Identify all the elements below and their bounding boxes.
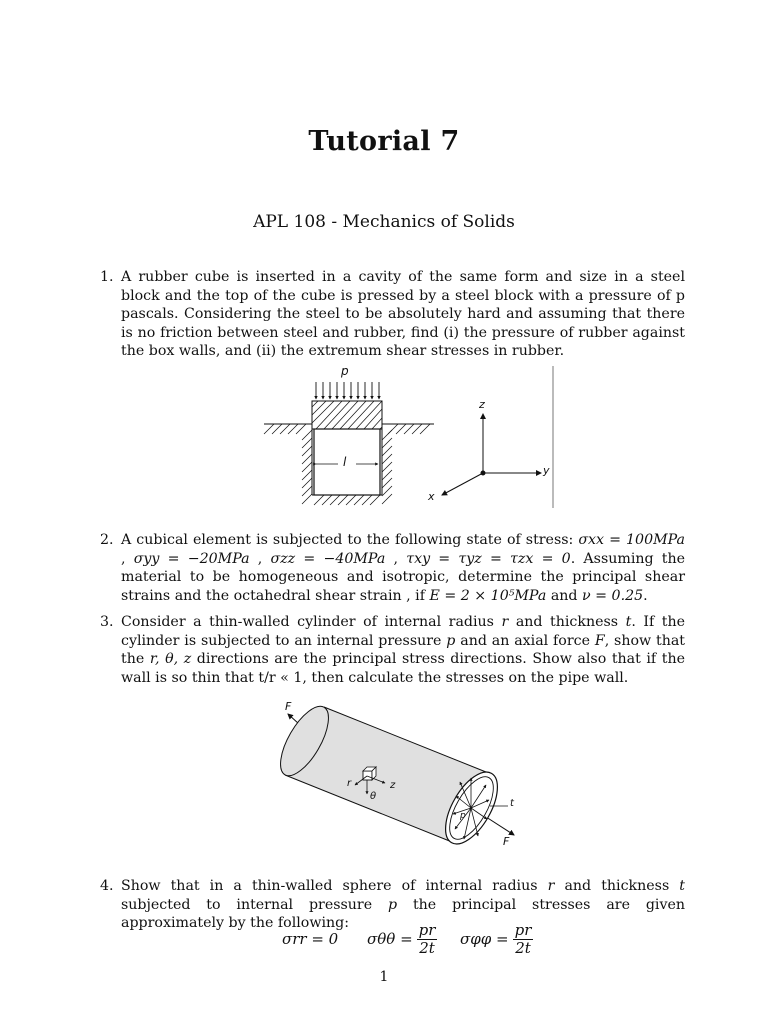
question-3 xyxy=(100,613,685,687)
rubber-cube-figure xyxy=(258,362,558,516)
theta-label: θ xyxy=(370,791,377,802)
document-title: Tutorial 7 xyxy=(308,126,460,157)
equation-theta: σθθ = $\frac{pr}{2t}$ xyxy=(367,920,436,957)
equation-phi: σφφ = $\frac{pr}{2t}$ xyxy=(460,920,532,957)
z-axis-label: z xyxy=(479,398,485,411)
question-number: 1. xyxy=(100,269,114,285)
force-label-bottom: F xyxy=(503,835,510,848)
cylinder-figure xyxy=(268,698,528,852)
question-1 xyxy=(100,268,685,361)
question-2 xyxy=(100,531,685,605)
question-text: A rubber cube is inserted in a cavity of the same form and size in a steel block and the top of the cube is pressed by a steel block with a pressure of p pascals. Considering the steel to be absolutely hard and assuming that there is no friction between steel and rubber, find (i) the pressure of rubber against the box walls, and (ii) the extremum shear stresses in rubber. xyxy=(121,269,685,359)
question-text: Show that in a thin-walled sphere of internal radius r and thickness t subjected to internal pressure p the principal stresses are given approximately by the following: xyxy=(121,878,686,931)
question-number: 4. xyxy=(100,878,114,894)
thickness-label: t xyxy=(510,798,514,809)
y-axis-label: y xyxy=(543,464,550,477)
force-label-top: F xyxy=(285,700,292,713)
pressure-label: p xyxy=(341,364,349,378)
equation-rr: σrr = 0 xyxy=(282,930,339,948)
course-subtitle: APL 108 - Mechanics of Solids xyxy=(253,212,515,232)
question-text: Consider a thin-walled cylinder of internal radius r and thickness t. If the cylinder is subjected to an internal pressure p and an axial force F, show that the r, θ, z directions are the principal stress directions. Show also that if the wall is so thin that t/r « 1, then calculate the stresses on the pipe wall. xyxy=(121,614,685,686)
pressure-label: p xyxy=(460,811,466,821)
question-number: 3. xyxy=(100,614,114,630)
r-label: r xyxy=(347,778,352,789)
length-label: l xyxy=(343,455,347,469)
question-number: 2. xyxy=(100,532,114,548)
z-label: z xyxy=(390,780,396,791)
page-number: 1 xyxy=(379,969,389,985)
x-axis-label: x xyxy=(428,490,435,503)
principal-stress-equations xyxy=(0,920,768,960)
question-text: A cubical element is subjected to the following state of stress: σxx = 100MPa , σyy = −20MPa , σzz = −40MPa , τxy = τyz = τzx = 0. Assuming the material to be homogeneous and isotropic, determine the principal shear strains and the octahedral shear strain , if E = 2 × 10⁵MPa and ν = 0.25. xyxy=(121,532,686,604)
